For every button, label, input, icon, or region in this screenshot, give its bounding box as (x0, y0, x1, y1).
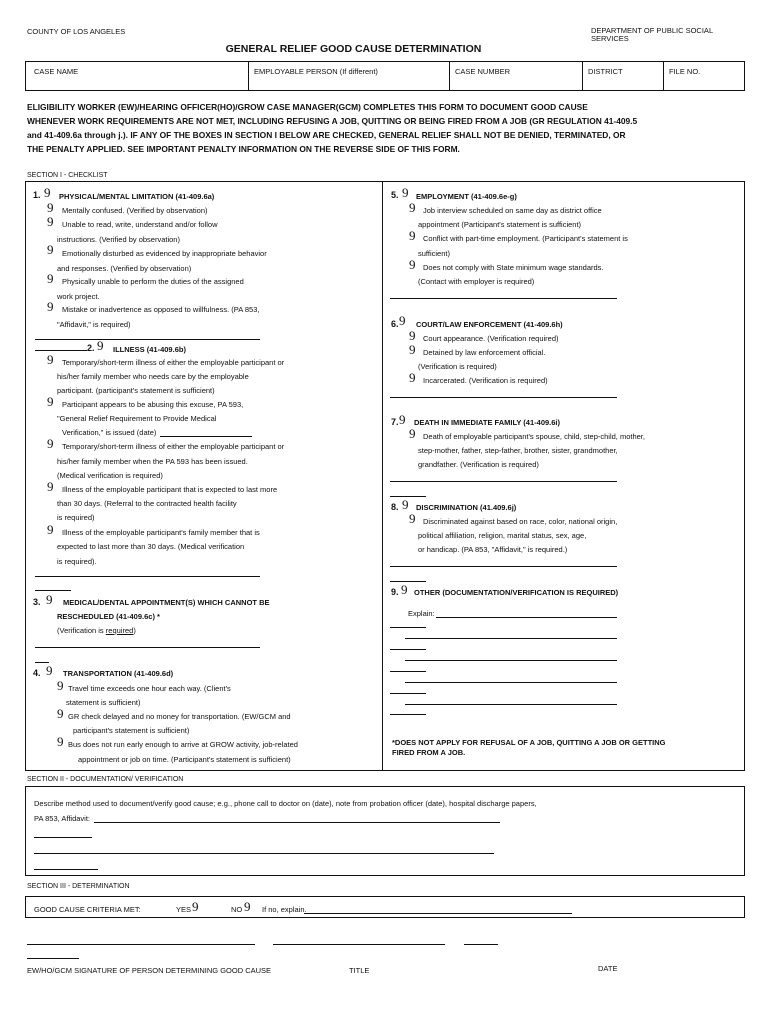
item6-checkbox[interactable]: 9 (399, 313, 406, 328)
explain-line[interactable] (405, 660, 617, 661)
case-number-label: CASE NUMBER (455, 67, 511, 76)
instructions (27, 100, 637, 156)
checklist-text: "Affidavit," is required) (57, 320, 131, 329)
checkbox[interactable]: 9 (47, 200, 54, 215)
checklist-text: Travel time exceeds one hour each way. (Client's (68, 684, 231, 693)
checklist-text: Illness of the employable participant's family member that is (62, 528, 260, 537)
checklist-text: work project. (57, 292, 100, 301)
checklist-text: political affiliation, religion, marital status, sex, age, (418, 531, 587, 540)
item8-heading: DISCRIMINATION (41.409.6j) (416, 503, 517, 512)
yes-label: YES (176, 905, 192, 914)
department-line1: DEPARTMENT OF PUBLIC SOCIAL (591, 26, 714, 35)
checkbox[interactable]: 9 (47, 271, 54, 286)
checkbox[interactable]: 9 (47, 522, 54, 537)
checklist-text: sufficient) (418, 249, 450, 258)
checklist-text: Court appearance. (Verification required) (423, 334, 559, 343)
checkbox[interactable]: 9 (47, 352, 54, 367)
if-no-label: If no, explain. (262, 905, 307, 914)
checklist-text: is required) (57, 513, 95, 522)
item6-heading: COURT/LAW ENFORCEMENT (41-409.6h) (416, 320, 563, 329)
checkbox[interactable]: 9 (47, 299, 54, 314)
checklist-text: appointment (Participant's statement is sufficient) (418, 220, 582, 229)
explain-line[interactable] (390, 627, 426, 628)
signature-label: EW/HO/GCM SIGNATURE OF PERSON DETERMINING GOOD CAUSE (27, 966, 272, 975)
no-checkbox[interactable]: 9 (244, 899, 251, 914)
checklist-text: Physically unable to perform the duties of the assigned (62, 277, 244, 286)
checkbox[interactable]: 9 (409, 228, 416, 243)
checklist-text: Participant appears to be abusing this excuse, PA 593, (62, 400, 244, 409)
checklist-text: Incarcerated. (Verification is required) (423, 376, 548, 385)
documentation-line[interactable] (34, 869, 98, 870)
checklist-text: expected to last more than 30 days. (Medical verification (57, 542, 245, 551)
item9-number: 9. (391, 587, 399, 597)
item5-line[interactable] (390, 298, 617, 299)
no-label: NO (231, 905, 243, 914)
signature-line-2[interactable] (27, 958, 79, 959)
checklist-text: Emotionally disturbed as evidenced by inappropriate behavior (62, 249, 267, 258)
item9-line[interactable] (390, 581, 426, 582)
explain-no-line[interactable] (304, 913, 572, 914)
item1-number: 1. (33, 190, 41, 200)
item2-bottom-line[interactable] (35, 576, 260, 577)
instruction-line: WHENEVER WORK REQUIREMENTS ARE NOT MET, INCLUDING REFUSING A JOB, QUITTING OR BEING FIRED FROM A JOB (GR REGULATION 41-409.5 (27, 116, 638, 126)
checklist-text: appointment or job on time. (Participant's statement is sufficient) (78, 755, 291, 764)
department-line2: SERVICES (591, 34, 629, 43)
checklist-text: Unable to read, write, understand and/or follow (62, 220, 218, 229)
checkbox[interactable]: 9 (409, 426, 416, 441)
item7-checkbox[interactable]: 9 (399, 412, 406, 427)
case-info-table (25, 61, 745, 91)
checkbox[interactable]: 9 (409, 511, 416, 526)
signature-line[interactable] (27, 944, 255, 945)
item2-checkbox[interactable]: 9 (97, 338, 104, 353)
checkbox[interactable]: 9 (409, 257, 416, 272)
item7-line[interactable] (390, 481, 617, 482)
item6-number: 6. (391, 319, 399, 329)
file-no-label: FILE NO. (669, 67, 701, 76)
employable-person-label: EMPLOYABLE PERSON (If different) (254, 67, 378, 76)
item3-heading-2: RESCHEDULED (41-409.6c) * (57, 612, 160, 621)
footnote: *DOES NOT APPLY FOR REFUSAL OF A JOB, QUITTING A JOB OR GETTING FIRED FROM A JOB. (392, 738, 666, 757)
checklist-text: step-mother, father, step-father, brother, sister, grandmother, (418, 446, 618, 455)
checklist-text: Job interview scheduled on same day as district office (423, 206, 602, 215)
checklist-text: Illness of the employable participant that is expected to last more (62, 485, 278, 494)
item4-checkbox[interactable]: 9 (46, 663, 53, 678)
documentation-line[interactable] (34, 853, 494, 854)
checklist-text: is required). (57, 557, 97, 566)
item5-checkbox[interactable]: 9 (402, 185, 409, 200)
item5-number: 5. (391, 190, 399, 200)
item1-line[interactable] (35, 339, 260, 340)
title-label: TITLE (349, 966, 370, 975)
criteria-label: GOOD CAUSE CRITERIA MET: (34, 905, 141, 914)
section2-title: SECTION II - DOCUMENTATION/ VERIFICATION (27, 776, 184, 783)
explain-line[interactable] (405, 638, 617, 639)
checkbox[interactable]: 9 (409, 200, 416, 215)
pa853-label: PA 853, Affidavit: (34, 814, 91, 823)
checklist-text: Does not comply with State minimum wage standards. (423, 263, 604, 272)
checklist-text: Temporary/short-term illness of either the employable participant or (62, 442, 285, 451)
checklist-text: Mistake or inadvertence as opposed to willfulness. (PA 853, (62, 305, 260, 314)
item1-checkbox[interactable]: 9 (44, 185, 51, 200)
item3-number: 3. (33, 597, 41, 607)
checkbox[interactable]: 9 (409, 370, 416, 385)
item9-checkbox[interactable]: 9 (401, 582, 408, 597)
item3-checkbox[interactable]: 9 (46, 592, 53, 607)
section1-divider (382, 181, 383, 771)
item1-heading: PHYSICAL/MENTAL LIMITATION (41-409.6a) (59, 192, 215, 201)
section2-desc: Describe method used to document/verify good cause; e.g., phone call to doctor on (date), note from probation officer (date), hospital discharge papers, (34, 799, 537, 808)
documentation-line[interactable] (34, 837, 92, 838)
checklist-text: Discriminated against based on race, color, national origin, (423, 517, 618, 526)
checkbox[interactable]: 9 (409, 328, 416, 343)
checkbox[interactable]: 9 (47, 479, 54, 494)
item2-number: 2. (87, 343, 95, 353)
documentation-line[interactable] (94, 822, 500, 823)
district-label: DISTRICT (588, 67, 623, 76)
explain-line[interactable] (390, 671, 426, 672)
item3-note: (Verification is required) (57, 626, 136, 635)
date-issued-line[interactable] (160, 436, 252, 437)
item8-bottom-line[interactable] (390, 566, 617, 567)
checklist-text: statement is sufficient) (66, 698, 141, 707)
form-title: GENERAL RELIEF GOOD CAUSE DETERMINATION (225, 43, 482, 55)
checklist-text: (Contact with employer is required) (418, 277, 535, 286)
checklist-text: Verification," is issued (date) (62, 428, 157, 437)
item9-heading: OTHER (DOCUMENTATION/VERIFICATION IS REQUIRED) (414, 588, 619, 597)
explain-label: Explain: (408, 609, 435, 618)
checklist-text: participant. (participant's statement is sufficient) (57, 386, 215, 395)
checklist-text: participant's statement is sufficient) (73, 726, 190, 735)
section1-title: SECTION I - CHECKLIST (27, 172, 108, 179)
checklist-text: and responses. (Verified by observation) (57, 264, 192, 273)
case-name-label: CASE NAME (34, 67, 79, 76)
checkbox[interactable]: 9 (47, 214, 54, 229)
checklist-text: Conflict with part-time employment. (Participant's statement is (423, 234, 628, 243)
explain-line[interactable] (390, 693, 426, 694)
checklist-text: grandfather. (Verification is required) (418, 460, 539, 469)
checklist-text: (Verification is required) (418, 362, 497, 371)
date-line[interactable] (464, 944, 498, 945)
instruction-line: and 41-409.6a through j.). IF ANY OF THE BOXES IN SECTION I BELOW ARE CHECKED, GENERAL RELIEF SHALL NOT BE DENIED, TERMINATED, OR (27, 130, 626, 140)
checklist-text: or handicap. (PA 853, "Affidavit," is required.) (418, 545, 568, 554)
instruction-line: THE PENALTY APPLIED. SEE IMPORTANT PENALTY INFORMATION ON THE REVERSE SIDE OF THIS FORM. (27, 144, 460, 154)
checkbox[interactable]: 9 (409, 342, 416, 357)
checkbox[interactable]: 9 (47, 394, 54, 409)
checklist-text: "General Relief Requirement to Provide Medical (57, 414, 217, 423)
checklist-text: Temporary/short-term illness of either the employable participant or (62, 358, 285, 367)
item3-line[interactable] (35, 590, 71, 591)
checklist-text: his/her family member who needs care by the employable (57, 372, 249, 381)
checklist-text: his/her family member when the PA 593 has been issued. (57, 457, 248, 466)
item3-heading: MEDICAL/DENTAL APPOINTMENT(S) WHICH CANNOT BE (63, 598, 270, 607)
item6-line[interactable] (390, 397, 617, 398)
checklist-text: Bus does not run early enough to arrive at GROW activity, job-related (68, 740, 298, 749)
checkbox[interactable]: 9 (47, 436, 54, 451)
item3-bottom-line[interactable] (35, 647, 260, 648)
yes-checkbox[interactable]: 9 (192, 899, 199, 914)
checklist-text: (Medical verification is required) (57, 471, 163, 480)
item4-number: 4. (33, 668, 41, 678)
explain-line[interactable] (390, 714, 426, 715)
item7-heading: DEATH IN IMMEDIATE FAMILY (41-409.6i) (414, 418, 560, 427)
item4-heading: TRANSPORTATION (41-409.6d) (63, 669, 174, 678)
explain-line[interactable] (390, 649, 426, 650)
checkbox[interactable]: 9 (57, 706, 64, 721)
checkbox[interactable]: 9 (57, 678, 64, 693)
explain-line[interactable] (405, 682, 617, 683)
section3-title: SECTION III - DETERMINATION (27, 883, 130, 890)
department-label (591, 27, 713, 43)
checklist-text: Death of employable participant's spouse, child, step-child, mother, (423, 432, 645, 441)
item8-checkbox[interactable]: 9 (402, 497, 409, 512)
item8-number: 8. (391, 502, 399, 512)
checklist-text: GR check delayed and no money for transportation. (EW/GCM and (68, 712, 291, 721)
checklist-text: Mentally confused. (Verified by observation) (62, 206, 208, 215)
checklist-text: than 30 days. (Referral to the contracted health facility (57, 499, 237, 508)
title-line[interactable] (273, 944, 445, 945)
item2-heading: ILLNESS (41-409.6b) (113, 345, 186, 354)
checkbox[interactable]: 9 (57, 734, 64, 749)
checkbox[interactable]: 9 (47, 242, 54, 257)
item5-heading: EMPLOYMENT (41-409.6e-g) (416, 192, 517, 201)
checklist-text: instructions. (Verified by observation) (57, 235, 180, 244)
item7-number: 7. (391, 417, 399, 427)
explain-line[interactable] (405, 704, 617, 705)
county-label: COUNTY OF LOS ANGELES (27, 27, 126, 36)
checklist-text: Detained by law enforcement official. (423, 348, 546, 357)
explain-line[interactable] (436, 617, 617, 618)
date-label: DATE (598, 964, 618, 973)
item2-line[interactable] (35, 350, 87, 351)
instruction-line: ELIGIBILITY WORKER (EW)/HEARING OFFICER(HO)/GROW CASE MANAGER(GCM) COMPLETES THIS FORM TO DOCUMENT GOOD CAUSE (27, 102, 588, 112)
